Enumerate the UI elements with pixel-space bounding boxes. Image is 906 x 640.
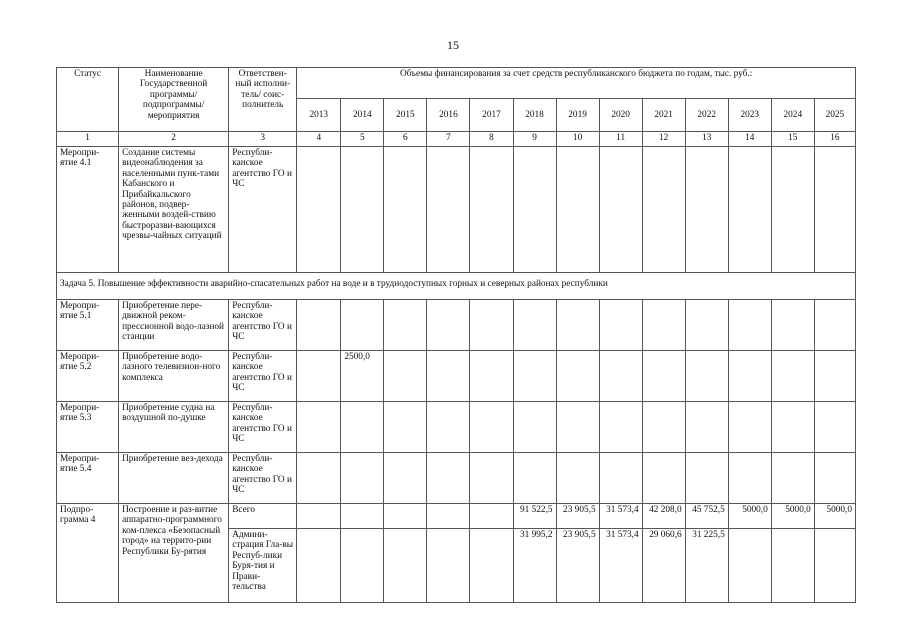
measure-name: Создание системы видеонаблюдения за населенными пунк-тами Кабанского и Прибайкальского районов, подвер-женными воздей-ствию быстроразви-вающихся чрезвы-чайных ситуаций bbox=[119, 147, 229, 273]
value-2014 bbox=[341, 402, 384, 453]
column-number: 6 bbox=[384, 132, 427, 147]
header-name: Наименование Государственной программы/ подпрограммы/ мероприятия bbox=[119, 68, 229, 132]
year-header: 2020 bbox=[599, 99, 642, 132]
year-header: 2021 bbox=[642, 99, 685, 132]
subprogram-status: Подпро-грамма 4 bbox=[57, 504, 119, 603]
year-header: 2017 bbox=[470, 99, 513, 132]
header-funding: Объемы финансирования за счет средств республиканского бюджета по годам, тыс. руб.: bbox=[297, 68, 856, 99]
total-label: Всего bbox=[229, 504, 297, 529]
measure-row-5-4 bbox=[57, 453, 856, 504]
year-header: 2019 bbox=[556, 99, 599, 132]
column-number: 5 bbox=[341, 132, 384, 147]
task-5-heading: Задача 5. Повышение эффективности аварийно-спасательных работ на воде и в труднодоступных горных и северных районах республики bbox=[57, 273, 856, 300]
measure-name: Приобретение судна на воздушной по-душке bbox=[119, 402, 229, 453]
column-number: 10 bbox=[556, 132, 599, 147]
measure-responsible: Республи-канское агентство ГО и ЧС bbox=[229, 402, 297, 453]
subprogram-total-row bbox=[57, 504, 856, 529]
funding-table bbox=[56, 67, 856, 603]
header-row bbox=[57, 68, 856, 99]
year-header: 2015 bbox=[384, 99, 427, 132]
year-header: 2025 bbox=[814, 99, 855, 132]
total-2018: 91 522,5 bbox=[513, 504, 556, 529]
column-number: 15 bbox=[771, 132, 814, 147]
column-number: 1 bbox=[57, 132, 119, 147]
measure-row-4-1 bbox=[57, 147, 856, 273]
total-2025: 5000,0 bbox=[814, 504, 855, 529]
measure-status: Меропри-ятие 5.3 bbox=[57, 402, 119, 453]
measure-name: Приобретение пере-движной реком-прессионной водо-лазной станции bbox=[119, 300, 229, 351]
measure-row-5-2 bbox=[57, 351, 856, 402]
value-2014 bbox=[341, 300, 384, 351]
measure-status: Меропри-ятие 5.4 bbox=[57, 453, 119, 504]
total-2020: 31 573,4 bbox=[599, 504, 642, 529]
subprogram-name: Построение и раз-витие аппаратно-программного ком-плекса «Безопасный город» на террито-рии Республики Бу-рятия bbox=[119, 504, 229, 603]
header-responsible: Ответствен-ный исполни-тель/ соис-полнитель bbox=[229, 68, 297, 132]
admin-2018: 31 995,2 bbox=[513, 529, 556, 603]
total-2019: 23 905,5 bbox=[556, 504, 599, 529]
measure-name: Приобретение водо-лазного телевизион-ного комплекса bbox=[119, 351, 229, 402]
column-number: 3 bbox=[229, 132, 297, 147]
admin-2019: 23 905,5 bbox=[556, 529, 599, 603]
column-number: 14 bbox=[728, 132, 771, 147]
total-2023: 5000,0 bbox=[728, 504, 771, 529]
column-number: 7 bbox=[427, 132, 470, 147]
measure-responsible: Республи-канское агентство ГО и ЧС bbox=[229, 453, 297, 504]
admin-2022: 31 225,5 bbox=[685, 529, 728, 603]
admin-2021: 29 060,6 bbox=[642, 529, 685, 603]
value-2014: 2500,0 bbox=[341, 351, 384, 402]
measure-row-5-1 bbox=[57, 300, 856, 351]
measure-status: Меропри-ятие 5.2 bbox=[57, 351, 119, 402]
admin-2020: 31 573,4 bbox=[599, 529, 642, 603]
column-number: 9 bbox=[513, 132, 556, 147]
year-header: 2024 bbox=[771, 99, 814, 132]
column-number: 13 bbox=[685, 132, 728, 147]
column-number-row bbox=[57, 132, 856, 147]
total-2021: 42 208,0 bbox=[642, 504, 685, 529]
measure-row-5-3 bbox=[57, 402, 856, 453]
year-header: 2022 bbox=[685, 99, 728, 132]
column-number: 4 bbox=[297, 132, 341, 147]
admin-label: Админи-страция Гла-вы Респуб-лики Буря-тия и Прави-тельства bbox=[229, 529, 297, 603]
measure-responsible: Республи-канское агентство ГО и ЧС bbox=[229, 147, 297, 273]
column-number: 12 bbox=[642, 132, 685, 147]
year-header: 2023 bbox=[728, 99, 771, 132]
year-header: 2016 bbox=[427, 99, 470, 132]
task-row bbox=[57, 273, 856, 300]
column-number: 11 bbox=[599, 132, 642, 147]
value-2014 bbox=[341, 453, 384, 504]
year-header: 2013 bbox=[297, 99, 341, 132]
header-status: Статус bbox=[57, 68, 119, 132]
measure-name: Приобретение вез-дехода bbox=[119, 453, 229, 504]
measure-responsible: Республи-канское агентство ГО и ЧС bbox=[229, 300, 297, 351]
year-header: 2018 bbox=[513, 99, 556, 132]
total-2024: 5000,0 bbox=[771, 504, 814, 529]
page-number: 15 bbox=[447, 38, 459, 52]
column-number: 2 bbox=[119, 132, 229, 147]
measure-responsible: Республи-канское агентство ГО и ЧС bbox=[229, 351, 297, 402]
column-number: 8 bbox=[470, 132, 513, 147]
measure-status: Меропри-ятие 5.1 bbox=[57, 300, 119, 351]
year-header: 2014 bbox=[341, 99, 384, 132]
measure-status: Меропри-ятие 4.1 bbox=[57, 147, 119, 273]
total-2022: 45 752,5 bbox=[685, 504, 728, 529]
column-number: 16 bbox=[814, 132, 855, 147]
